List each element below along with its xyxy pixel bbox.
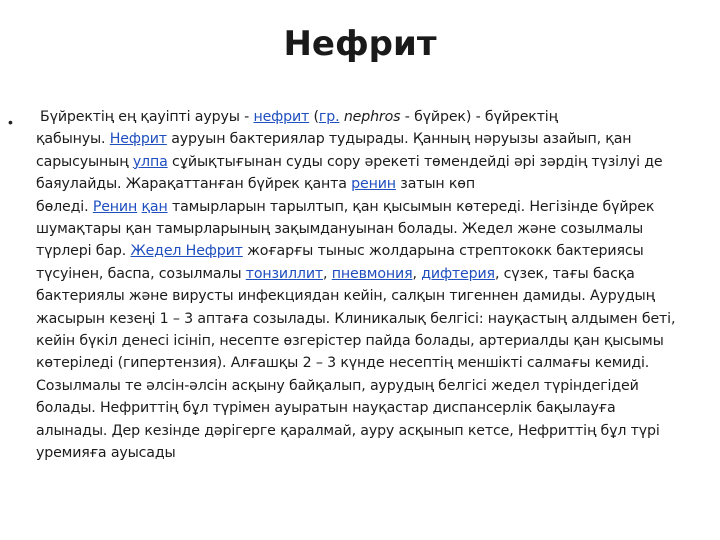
text-segment: , — [412, 265, 422, 282]
text-line — [36, 151, 710, 173]
text-line — [36, 218, 710, 240]
term-link[interactable]: нефрит — [253, 109, 310, 125]
text-line — [36, 442, 710, 464]
text-line — [36, 128, 710, 150]
text-segment: , — [323, 265, 332, 282]
bullet-marker: • — [8, 114, 13, 130]
text-segment: қабынуы. — [36, 131, 110, 148]
slide-title: Нефрит — [283, 24, 437, 64]
term-link[interactable]: Нефрит — [109, 131, 167, 148]
text-segment: Созылмалы те әлсін-әлсін асқыну байқалып, аурудың белгісі жедел түріндегідей — [36, 377, 639, 394]
text-line — [36, 240, 710, 262]
text-segment: сарысуының — [36, 153, 133, 170]
text-segment: бөледі. — [36, 198, 93, 215]
text-line — [36, 375, 710, 397]
text-line — [36, 420, 710, 442]
term-link[interactable]: ренин — [351, 176, 396, 193]
term-link[interactable]: Жедел Нефрит — [130, 243, 243, 260]
text-line — [36, 352, 710, 374]
text-segment: - бүйрек) - бүйректің — [400, 109, 558, 125]
text-segment: жасырын кезеңі 1 – 3 аптаға созылады. Клиникалық белгісі: науқастың алдымен беті, — [36, 310, 676, 327]
term-link[interactable]: гр. — [318, 109, 340, 125]
text-line — [36, 106, 710, 128]
term-link[interactable]: пневмония — [331, 265, 413, 282]
text-line — [36, 308, 710, 330]
text-segment: бактериялы және вирусты инфекциядан кейін, салқын тигеннен дамиды. Аурудың — [36, 288, 655, 305]
text-segment: жоғарғы тыныс жолдарына стрептококк бактериясы — [242, 243, 644, 260]
term-link[interactable]: дифтерия — [421, 265, 495, 282]
text-segment: шумақтары қан тамырларының зақымдануынан болады. Жедел және созылмалы — [36, 221, 644, 238]
text-segment: алынады. Дер кезінде дәрігерге қаралмай, ауру асқынып кетсе, Нефриттің бұл түрі — [36, 422, 660, 439]
text-segment: nephros — [339, 109, 401, 125]
term-link[interactable]: Ренин — [92, 198, 138, 215]
text-segment: Бүйректің ең қауіпті ауруы - — [40, 109, 254, 125]
term-link[interactable]: қан — [141, 198, 168, 215]
text-segment: түсуінен, баспа, созылмалы — [36, 265, 246, 282]
text-line — [36, 173, 710, 195]
text-segment: болады. Нефриттің бұл түрімен ауыратын науқастар диспансерлік бақылауға — [36, 400, 616, 417]
text-segment: көтеріледі (гипертензия). Алғашқы 2 – 3 күнде несептің меншікті салмағы кемиді. — [36, 355, 650, 372]
text-segment: түрлері бар. — [36, 243, 131, 260]
text-segment: затын көп — [395, 176, 475, 193]
text-segment: уремияға ауысады — [36, 445, 176, 462]
text-line — [36, 397, 710, 419]
text-line — [36, 263, 710, 285]
text-segment: тамырларын тарылтып, қан қысымын көтереді. Негізінде бүйрек — [167, 198, 655, 215]
text-line — [36, 285, 710, 307]
text-segment: ауруын бактериялар тудырады. Қанның нәруызы азайып, қан — [166, 131, 632, 148]
term-link[interactable]: улпа — [132, 153, 168, 170]
text-line — [36, 330, 710, 352]
text-segment: кейін бүкіл денесі ісініп, несепте өзгерістер пайда болады, артериалды қан қысымы — [36, 333, 664, 350]
text-segment: баяулайды. Жарақаттанған бүйрек қанта — [36, 176, 352, 193]
text-segment: сұйықтығынан суды сору әрекеті төмендейді әрі зәрдің түзілуі де — [167, 153, 663, 170]
text-segment: , сүзек, тағы басқа — [494, 265, 635, 282]
term-link[interactable]: тонзиллит — [245, 265, 324, 282]
text-segment: ( — [309, 109, 319, 125]
body-paragraph — [36, 106, 710, 465]
text-line — [36, 196, 710, 218]
